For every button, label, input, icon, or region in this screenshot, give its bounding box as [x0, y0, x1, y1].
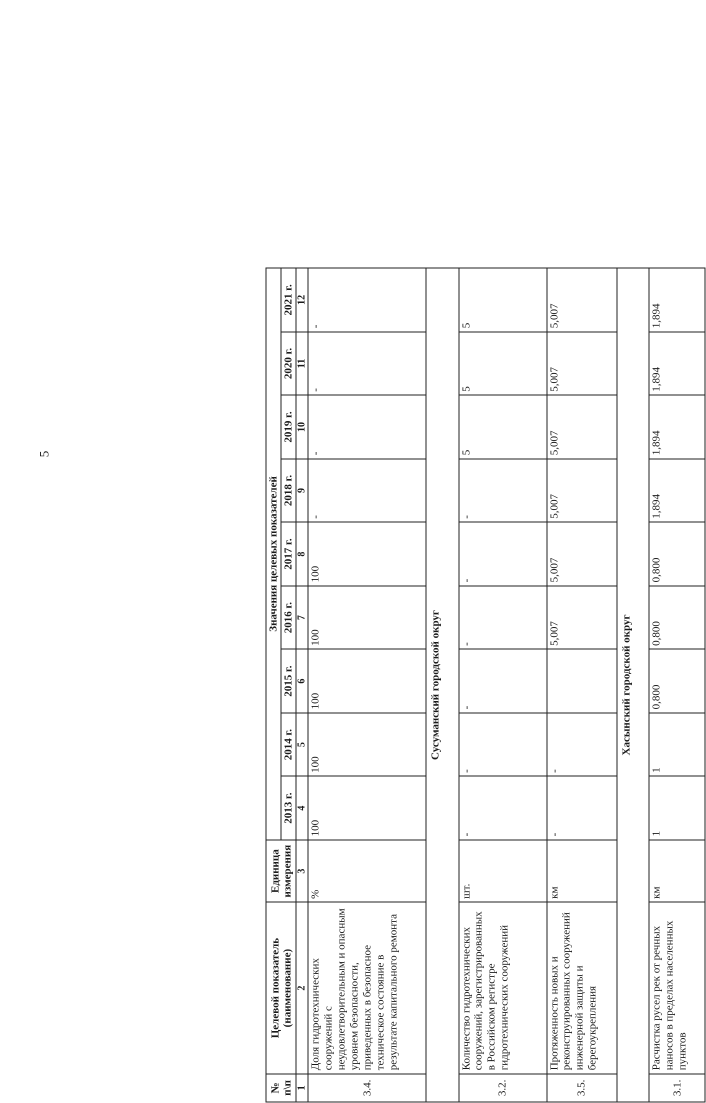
- value-cell: -: [547, 713, 617, 777]
- value-cell: 1: [649, 713, 705, 777]
- value-cell: 5,007: [547, 268, 617, 332]
- indicator-name: Количество гидротехнических сооружений, зарегистрированных в Российском регистре гидротехнических сооружений: [459, 902, 547, 1073]
- table-row: [308, 268, 426, 1102]
- value-cell: 5: [459, 268, 547, 332]
- header-num: № п\п: [266, 1074, 296, 1102]
- value-cell: [547, 649, 617, 713]
- column-number: 3: [296, 840, 308, 903]
- column-number: 8: [296, 522, 308, 586]
- header-year: 2018 г.: [281, 459, 296, 523]
- header-year: 2016 г.: [281, 586, 296, 650]
- section-row: [426, 268, 459, 1102]
- value-cell: 5,007: [547, 586, 617, 650]
- value-cell: 5,007: [547, 395, 617, 459]
- value-cell: -: [547, 776, 617, 840]
- column-number: 1: [296, 1074, 308, 1102]
- column-number: 7: [296, 586, 308, 650]
- indicator-name: Расчистка русел рек от речных наносов в пределах населенных пунктов: [649, 902, 705, 1073]
- value-cell: -: [459, 522, 547, 586]
- value-cell: 100: [308, 649, 426, 713]
- unit-cell: км: [547, 840, 617, 903]
- header-indicator: Целевой показатель (наименование): [266, 902, 296, 1073]
- value-cell: 0,800: [649, 522, 705, 586]
- unit-cell: км: [649, 840, 705, 903]
- value-cell: 1: [649, 776, 705, 840]
- column-number: 2: [296, 902, 308, 1073]
- row-number: 3.5.: [547, 1074, 617, 1102]
- indicator-name: Протяженность новых и реконструированных сооружений инженерной защиты и берегоукрепления: [547, 902, 617, 1073]
- value-cell: 5: [459, 395, 547, 459]
- value-cell: 0,800: [649, 649, 705, 713]
- header-year: 2017 г.: [281, 522, 296, 586]
- column-numbers-row: [296, 268, 308, 1102]
- unit-cell: шт.: [459, 840, 547, 903]
- value-cell: -: [459, 776, 547, 840]
- row-number: 3.1.: [649, 1074, 705, 1102]
- header-row-top: [266, 268, 281, 1102]
- value-cell: 5,007: [547, 522, 617, 586]
- value-cell: -: [308, 332, 426, 396]
- section-title: Сусуманский городской округ: [426, 268, 459, 1102]
- header-year: 2013 г.: [281, 776, 296, 840]
- unit-cell: %: [308, 840, 426, 903]
- value-cell: 1,894: [649, 459, 705, 523]
- value-cell: 5: [459, 332, 547, 396]
- column-number: 6: [296, 649, 308, 713]
- value-cell: -: [459, 713, 547, 777]
- value-cell: -: [459, 459, 547, 523]
- header-year: 2019 г.: [281, 395, 296, 459]
- value-cell: 100: [308, 713, 426, 777]
- value-cell: -: [308, 459, 426, 523]
- value-cell: -: [308, 395, 426, 459]
- value-cell: 5,007: [547, 332, 617, 396]
- header-values-title: Значения целевых показателей: [266, 268, 281, 840]
- column-number: 5: [296, 713, 308, 777]
- value-cell: 1,894: [649, 395, 705, 459]
- row-number: 3.2.: [459, 1074, 547, 1102]
- value-cell: -: [308, 268, 426, 332]
- value-cell: 100: [308, 522, 426, 586]
- column-number: 11: [296, 332, 308, 396]
- value-cell: 100: [308, 776, 426, 840]
- value-cell: 0,800: [649, 586, 705, 650]
- header-year: 2015 г.: [281, 649, 296, 713]
- header-year: 2020 г.: [281, 332, 296, 396]
- row-number: 3.4.: [308, 1074, 426, 1102]
- value-cell: 1,894: [649, 332, 705, 396]
- header-unit: Единица измерения: [266, 840, 296, 903]
- value-cell: -: [459, 649, 547, 713]
- header-year: 2014 г.: [281, 713, 296, 777]
- value-cell: 5,007: [547, 459, 617, 523]
- table-row: [547, 268, 617, 1102]
- table-row: [459, 268, 547, 1102]
- section-row: [617, 268, 650, 1102]
- rotated-table-container: [266, 268, 706, 1103]
- section-title: Хасынский городской округ: [617, 268, 650, 1102]
- indicator-name: Доля гидротехнических сооружений с неудовлетворительным и опасным уровнем безопасности, приведенных в безопасное техническое состояние в результате капитального ремонта: [308, 902, 426, 1073]
- value-cell: 1,894: [649, 268, 705, 332]
- column-number: 9: [296, 459, 308, 523]
- value-cell: -: [459, 586, 547, 650]
- value-cell: 100: [308, 586, 426, 650]
- column-number: 4: [296, 776, 308, 840]
- targets-table: [266, 268, 706, 1103]
- column-number: 12: [296, 268, 308, 332]
- header-year: 2021 г.: [281, 268, 296, 332]
- table-row: [649, 268, 705, 1102]
- column-number: 10: [296, 395, 308, 459]
- page-number: 5: [36, 450, 52, 458]
